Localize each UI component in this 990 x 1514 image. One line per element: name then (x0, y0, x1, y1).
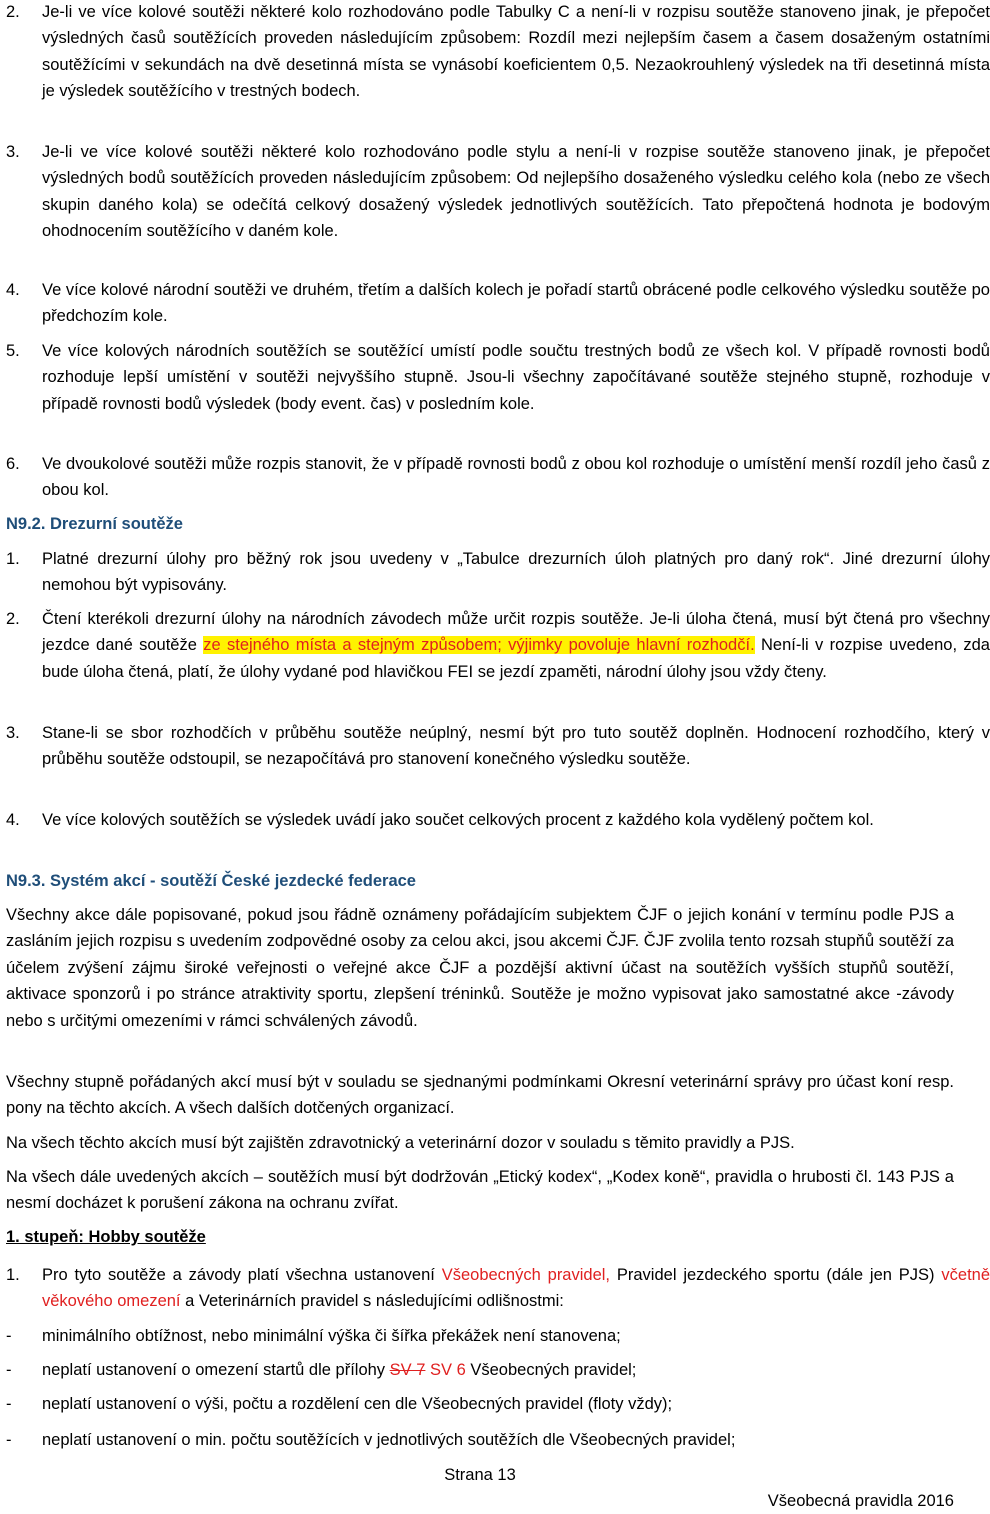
item-text: Platné drezurní úlohy pro běžný rok jsou uvedeny v „Tabulce drezurních úloh platných pro daný rok“. Jiné drezurní úlohy nemohou být vypisovány. (42, 550, 990, 595)
list-item (6, 606, 990, 685)
item-text: Je-li ve více kolové soutěži některé kolo rozhodováno podle stylu a není-li v rozpise soutěže stanoveno jinak, je přepočet výsledných bodů soutěžících proveden následujícím způsobem: Od nejlepšího dosaženého výsledku celého kola (nebo ze všech skupin daného kola) se odečítá celkový dosažený výsledek jednotlivých soutěžících. Tato přepočtená hodnota je bodovým ohodnocením soutěžícího v daném kole. (42, 143, 990, 241)
item-text: a Veterinárních pravidel s následujícími odlišnostmi: (180, 1292, 564, 1311)
item-number: 4. (6, 281, 20, 299)
item-text: neplatí ustanovení o omezení startů dle přílohy (42, 1361, 390, 1379)
item-text: Ve více kolových soutěžích se výsledek uvádí jako součet celkových procent z každého kola vydělený počtem kol. (42, 811, 874, 829)
page-number: Strana 13 (444, 1466, 516, 1484)
item-text: Čtení kterékoli drezurní úlohy na národních závodech může určit rozpis soutěže. Je-li úloha čtená, musí být čtená pro všechny jezdce dané soutěže (42, 610, 990, 655)
section-heading-n92: N9.2. Drezurní soutěže (6, 515, 183, 533)
dash: - (6, 1431, 12, 1449)
highlighted-text: ze stejného místa a stejným způsobem; výjimky povoluje hlavní rozhodčí. (203, 636, 755, 655)
item-number: 2. (6, 3, 20, 21)
item-number: 1. (6, 550, 20, 568)
item-number: 4. (6, 811, 20, 829)
item-number: 3. (6, 724, 20, 742)
item-number: 2. (6, 610, 20, 628)
list-item (6, 807, 990, 833)
item-text: Pravidel jezdeckého sportu (dále jen PJS) (610, 1266, 942, 1284)
item-text: minimálního obtížnost, nebo minimální výška či šířka překážek není stanovena; (42, 1327, 621, 1345)
document-title-footer: Všeobecná pravidla 2016 (767, 1492, 954, 1510)
paragraph: Všechny stupně pořádaných akcí musí být v souladu se sjednanými podmínkami Okresní veterinární správy pro účast koní resp. pony na těchto akcích. A všech dalších dotčených organizací. (6, 1073, 954, 1118)
item-number: 1. (6, 1266, 20, 1284)
section-heading-n93: N9.3. Systém akcí - soutěží České jezdecké federace (6, 872, 416, 890)
red-text: včetně věkového omezení (42, 1266, 990, 1311)
item-text: Ve více kolových národních soutěžích se soutěžící umístí podle součtu trestných bodů ze všech kol. V případě rovnosti bodů rozhoduje lepší umístění v soutěži nejvyššího stupně. Jsou-li všechny započítávané soutěže stejného stupně, rozhoduje v případě rovnosti bodů výsledek (body event. čas) v posledním kole. (42, 342, 990, 413)
list-item (6, 1262, 990, 1315)
item-text: Stane-li se sbor rozhodčích v průběhu soutěže neúplný, nesmí být pro tuto soutěž doplněn. Hodnocení rozhodčího, který v průběhu soutěže odstoupil, se nezapočítává pro stanovení konečného výsledku soutěže. (42, 724, 990, 769)
list-item (6, 720, 990, 773)
dash: - (6, 1327, 12, 1345)
dash-item (6, 1357, 990, 1383)
item-text: Je-li ve více kolové soutěži některé kolo rozhodováno podle Tabulky C a není-li v rozpisu soutěže stanoveno jinak, je přepočet výsledných časů soutěžících proveden následujícím způsobem: Rozdíl mezi nejlepším časem a časem dosaženým ostatními soutěžícími v sekundách na dvě desetinná místa se vynásobí koeficientem 0,5. Nezaokrouhlený výsledek na tři desetinná místa je výsledek soutěžícího v trestných bodech. (42, 3, 990, 101)
dash-item (6, 1427, 990, 1453)
item-text: neplatí ustanovení o min. počtu soutěžících v jednotlivých soutěžích dle Všeobecných pravidel; (42, 1431, 736, 1449)
item-text: Pro tyto soutěže a závody platí všechna ustanovení (42, 1266, 442, 1284)
paragraph: Na všech těchto akcích musí být zajištěn zdravotnický a veterinární dozor v souladu s těmito pravidly a PJS. (6, 1134, 795, 1152)
item-text: neplatí ustanovení o výši, počtu a rozdělení cen dle Všeobecných pravidel (floty vždy); (42, 1395, 673, 1413)
list-item (6, 338, 990, 417)
list-item (6, 0, 990, 105)
item-text: Ve více kolové národní soutěži ve druhém, třetím a dalších kolech je pořadí startů obrácené podle celkového výsledku soutěže po předchozím kole. (42, 281, 990, 326)
dash: - (6, 1361, 12, 1379)
list-item (6, 277, 990, 330)
red-text: SV 6 (425, 1361, 466, 1379)
item-text: Ve dvoukolové soutěži může rozpis stanovit, že v případě rovnosti bodů z obou kol rozhoduje o umístění menší rozdíl jeho časů z obou kol. (42, 455, 990, 500)
item-number: 5. (6, 342, 20, 360)
hobby-heading: 1. stupeň: Hobby soutěže (6, 1228, 206, 1246)
item-number: 3. (6, 143, 20, 161)
item-text: Všeobecných pravidel; (465, 1361, 637, 1379)
struck-text: SV 7 (389, 1361, 426, 1379)
dash-item (6, 1391, 990, 1417)
item-number: 6. (6, 455, 20, 473)
dash-item (6, 1323, 990, 1349)
item-text: Není-li v rozpise uvedeno, zda bude úloha čtená, platí, že úlohy vydané pod hlavičkou FEI se jezdí zpaměti, národní úlohy jsou vždy čteny. (42, 636, 990, 681)
list-item (6, 139, 990, 245)
paragraph: Všechny akce dále popisované, pokud jsou řádně oznámeny pořádajícím subjektem ČJF o jejich konání v termínu podle PJS a zasláním jejich rozpisu s uvedením zodpovědné osoby za celou akci, jsou akcemi ČJF. ČJF zvolila tento rozsah stupňů soutěží za účelem zvýšení zájmu široké veřejnosti o veřejné akce ČJF a pozdější aktivní účast na soutěžích vyšších stupňů soutěží, aktivace sponzorů i po stránce atraktivity sportu, zlepšení tréninků. Soutěže je možno vypisovat jako samostatné akce -závody nebo s určitými omezeními v rámci schválených závodů. (6, 906, 954, 1030)
list-item (6, 546, 990, 599)
red-text: Všeobecných pravidel, (441, 1266, 611, 1284)
paragraph: Na všech dále uvedených akcích – soutěžích musí být dodržován „Etický kodex“, „Kodex koně“, pravidla o hrubosti čl. 143 PJS a nesmí docházet k porušení zákona na ochranu zvířat. (6, 1168, 954, 1213)
dash: - (6, 1395, 12, 1413)
list-item (6, 451, 990, 504)
